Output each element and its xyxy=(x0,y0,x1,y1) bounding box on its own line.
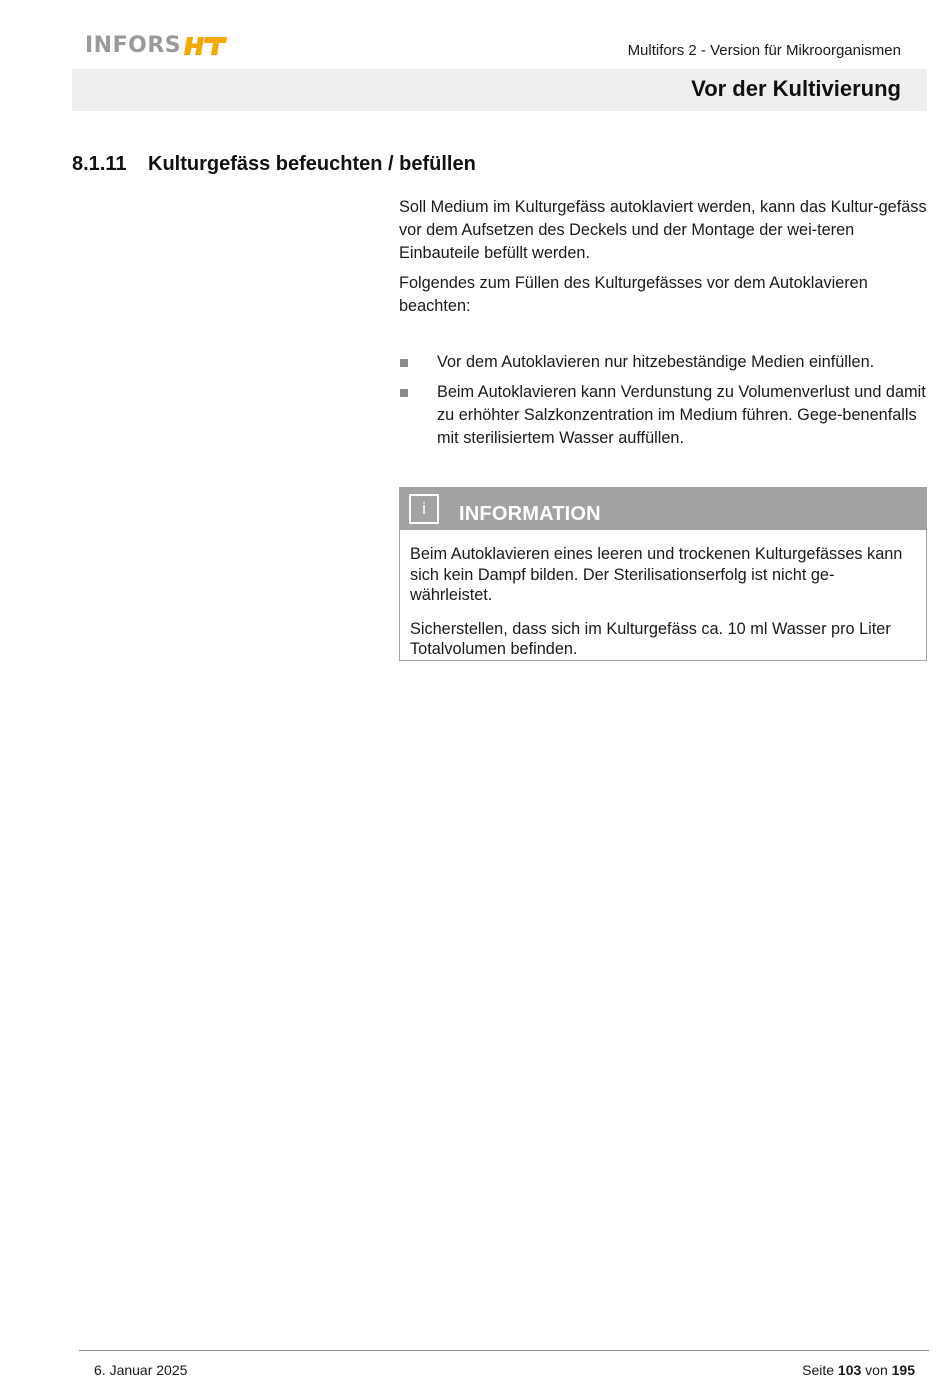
page-current: 103 xyxy=(837,1362,862,1378)
page-number xyxy=(802,1362,915,1378)
bullet-text: Beim Autoklavieren kann Verdunstung zu Volumenverlust und damit zu erhöhter Salzkonzentration im Medium führen. Gege-benenfalls mit sterilisiertem Wasser auffüllen. xyxy=(437,383,926,447)
section-title: Kulturgefäss befeuchten / befüllen xyxy=(148,153,476,175)
information-paragraph: Beim Autoklavieren eines leeren und trockenen Kulturgefässes kann sich kein Dampf bilden. Der Sterilisationserfolg ist nicht ge-währleistet. xyxy=(410,545,903,604)
bullet-item xyxy=(399,351,929,374)
information-body xyxy=(400,530,926,660)
square-bullet-icon xyxy=(400,359,408,367)
footer-divider xyxy=(79,1350,929,1351)
logo-ht-mark xyxy=(184,35,228,57)
information-title: INFORMATION xyxy=(459,503,601,525)
section-heading xyxy=(72,153,476,176)
body-paragraph: Folgendes zum Füllen des Kulturgefässes vor dem Autoklavieren beachten: xyxy=(399,274,868,315)
chapter-title: Vor der Kultivierung xyxy=(691,76,901,101)
section-body xyxy=(399,196,929,457)
section-number: 8.1.11 xyxy=(72,153,127,175)
logo-text: INFORS xyxy=(85,33,182,58)
body-paragraph: Soll Medium im Kulturgefäss autoklaviert werden, kann das Kultur-gefäss vor dem Aufsetzen des Deckels und der Montage der wei-teren Einbauteile befüllt werden. xyxy=(399,198,927,262)
infors-ht-logo xyxy=(85,33,228,59)
footer-date: 6. Januar 2025 xyxy=(94,1362,188,1378)
page-total: 195 xyxy=(891,1362,915,1378)
page-prefix: Seite xyxy=(802,1362,835,1378)
bullet-text: Vor dem Autoklavieren nur hitzebeständige Medien einfüllen. xyxy=(437,353,875,371)
information-box xyxy=(399,487,927,661)
square-bullet-icon xyxy=(400,389,408,397)
page-separator: von xyxy=(865,1362,888,1378)
bullet-item xyxy=(399,381,929,450)
bullet-list xyxy=(399,351,929,450)
document-subtitle: Multifors 2 - Version für Mikroorganismen xyxy=(627,42,901,59)
information-paragraph: Sicherstellen, dass sich im Kulturgefäss ca. 10 ml Wasser pro Liter Totalvolumen befinden. xyxy=(410,619,891,658)
information-header xyxy=(400,488,926,530)
information-icon: i xyxy=(409,494,439,524)
